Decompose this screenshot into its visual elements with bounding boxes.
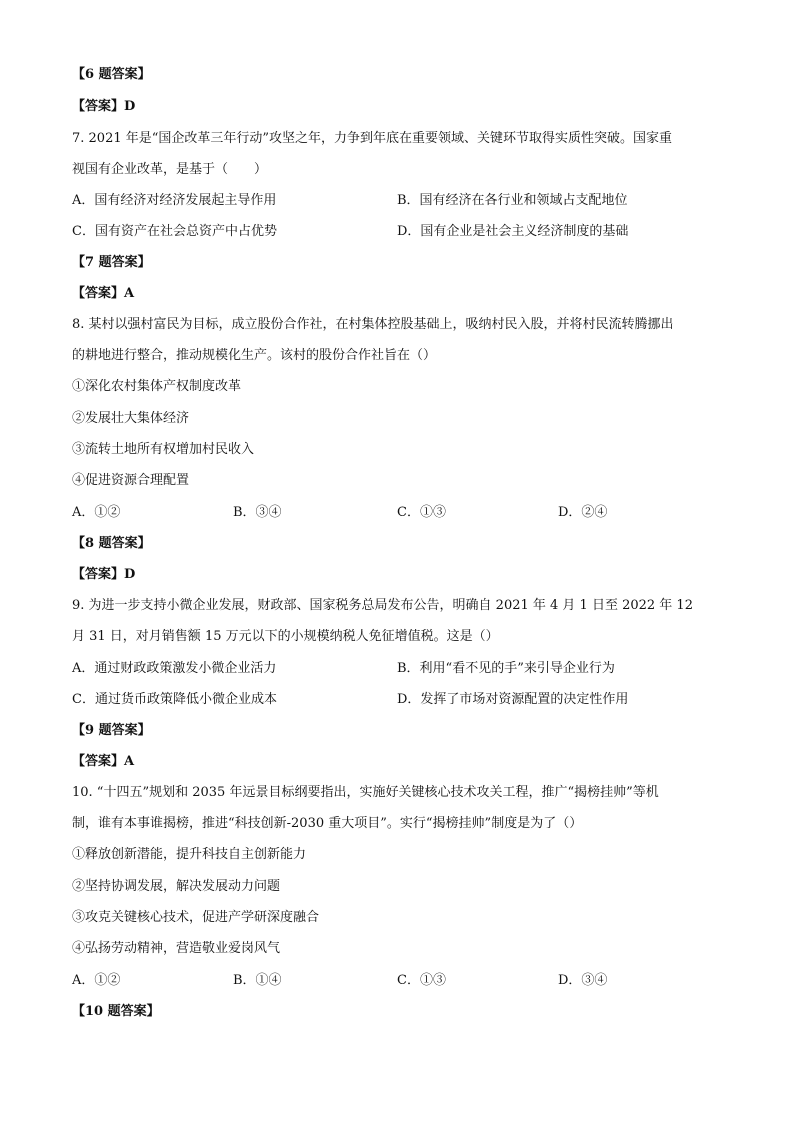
question-8-item-2: ②发展壮大集体经济 [72, 411, 190, 426]
question-10-item-2: ②坚持协调发展，解决发展动力问题 [72, 879, 281, 894]
question-7-line-2: 视国有企业改革，是基于（ ） [72, 162, 268, 177]
question-9-line-1: 9. 为进一步支持小微企业发展，财政部、国家税务总局发布公告，明确自 2021 年 4 月 1 日至 2022 年 12 [72, 598, 693, 613]
question-8-option-c: C．①③ [397, 505, 446, 520]
question-9-line-2: 月 31 日，对月销售额 15 万元以下的小规模纳税人免征增值税。这是（） [72, 629, 499, 644]
question-8-item-3: ③流转土地所有权增加村民收入 [72, 442, 255, 457]
question-9-option-c: C．通过货币政策降低小微企业成本 [72, 692, 277, 707]
question-7-option-b: B．国有经济在各行业和领域占支配地位 [397, 193, 628, 208]
question-10-item-1: ①释放创新潜能，提升科技自主创新能力 [72, 847, 307, 862]
question-7-option-a: A．国有经济对经济发展起主导作用 [72, 193, 277, 208]
answer-header-8: 【8 题答案】 [72, 536, 151, 551]
question-9-option-b: B．利用“看不见的手”来引导企业行为 [397, 661, 615, 676]
question-9-option-a: A．通过财政政策激发小微企业活力 [72, 661, 277, 676]
question-7-option-c: C．国有资产在社会总资产中占优势 [72, 224, 277, 239]
question-10-line-2: 制，谁有本事谁揭榜，推进“科技创新-2030 重大项目”。实行“揭榜挂帅”制度是为了（） [72, 816, 583, 831]
question-8-option-b: B．③④ [233, 505, 282, 520]
question-10-option-b: B．①④ [233, 973, 282, 988]
question-8-item-1: ①深化农村集体产权制度改革 [72, 379, 242, 394]
answer-8: 【答案】D [72, 567, 136, 582]
answer-6: 【答案】D [72, 99, 136, 114]
question-10-item-4: ④弘扬劳动精神，营造敬业爱岗风气 [72, 941, 281, 956]
question-8-option-d: D．②④ [558, 505, 608, 520]
answer-header-7: 【7 题答案】 [72, 255, 151, 270]
answer-9: 【答案】A [72, 754, 135, 769]
question-7-line-1: 7. 2021 年是“国企改革三年行动”攻坚之年，力争到年底在重要领域、关键环节取得实质性突破。国家重 [72, 131, 673, 146]
question-10-option-d: D．③④ [558, 973, 608, 988]
answer-header-10: 【10 题答案】 [72, 1004, 160, 1019]
question-8-item-4: ④促进资源合理配置 [72, 473, 190, 488]
question-10-line-1: 10. “十四五”规划和 2035 年远景目标纲要指出，实施好关键核心技术攻关工程，推广“揭榜挂帅”等机 [72, 785, 659, 800]
question-10-option-a: A．①② [72, 973, 121, 988]
question-8-line-1: 8. 某村以强村富民为目标，成立股份合作社，在村集体控股基础上，吸纳村民入股，并将村民流转腾挪出 [72, 317, 674, 332]
answer-header-9: 【9 题答案】 [72, 723, 151, 738]
question-8-option-a: A．①② [72, 505, 121, 520]
question-10-option-c: C．①③ [397, 973, 446, 988]
question-10-item-3: ③攻克关键核心技术，促进产学研深度融合 [72, 910, 320, 925]
answer-header-6: 【6 题答案】 [72, 67, 151, 82]
answer-7: 【答案】A [72, 286, 135, 301]
question-8-line-2: 的耕地进行整合，推动规模化生产。该村的股份合作社旨在（） [72, 348, 437, 363]
question-7-option-d: D．国有企业是社会主义经济制度的基础 [397, 224, 629, 239]
question-9-option-d: D．发挥了市场对资源配置的决定性作用 [397, 692, 629, 707]
